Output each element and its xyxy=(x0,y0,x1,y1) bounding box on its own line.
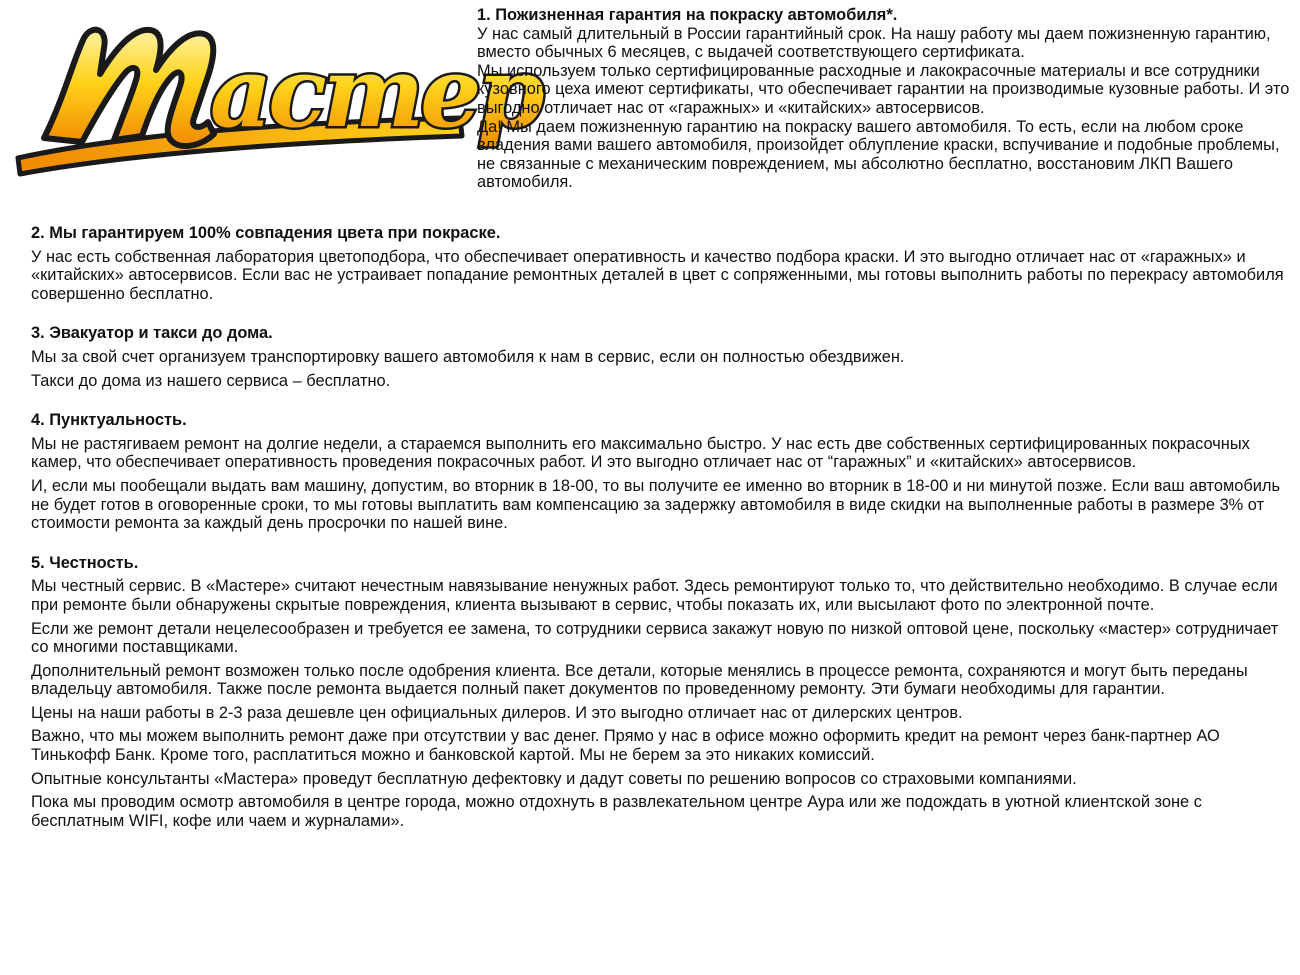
main-content xyxy=(31,224,1293,851)
section-paragraph: Пока мы проводим осмотр автомобиля в центре города, можно отдохнуть в развлекательном центре Аура или же подождать в уютной клиентской зоне с бесплатным WIFI, кофе или чаем и журналами». xyxy=(31,793,1202,830)
section-paragraph: Дополнительный ремонт возможен только после одобрения клиента. Все детали, которые менялись в процессе ремонта, сохраняются и могут быть переданы владельцу автомобиля. Также после ремонта выдается полный пакет документов по проведенному ремонту. Эти бумаги необходимы для гарантии. xyxy=(31,661,1248,699)
section-heading: 4. Пунктуальность. xyxy=(31,411,187,430)
section-paragraph: Мы не растягиваем ремонт на долгие недели, а стараемся выполнить его максимально быстро. У нас есть две собственных сертифицированных покрасочных камер, что обеспечивает оперативность проведения покрасочных работ. И это выгодно отличает нас от “гаражных” и «китайских» автосервисов. xyxy=(31,434,1250,472)
section-paragraph: Важно, что мы можем выполнить ремонт даже при отсутствии у вас денег. Прямо у нас в офисе можно оформить кредит на ремонт через банк-партнер АО Тинькофф Банк. Кроме того, расплатиться можно и банковской картой. Мы не берем за это никаких комиссий. xyxy=(31,727,1220,765)
section-paragraph: Если же ремонт детали нецелесообразен и требуется ее замена, то сотрудники сервиса закажут новую по низкой оптовой цене, поскольку «мастер» сотрудничает со многими поставщиками. xyxy=(31,619,1279,657)
section-paragraph: Мы используем только сертифицированные расходные и лакокрасочные материалы и все сотрудники кузовного цеха имеют сертификаты, что обеспечивает гарантии на производимые кузовные работы. И это выгодно отличает нас от «гаражных» и «китайских» автосервисов. xyxy=(477,61,1290,117)
section-paragraph: Да! Мы даем пожизненную гарантию на покраску вашего автомобиля. То есть, если на любом сроке владения вами вашего автомобиля, произойдет облупление краски, вспучивание и подобные проблемы, не связанные с механическим повреждением, мы абсолютно бесплатно, восстановим ЛКП Вашего автомобиля. xyxy=(477,117,1280,192)
logo-text: астер xyxy=(210,36,541,149)
section-paragraph: Опытные консультанты «Мастера» проведут бесплатную дефектовку и дадут советы по решению вопросов со страховыми компаниями. xyxy=(31,769,1077,788)
section-honesty xyxy=(31,554,1293,831)
section-paragraph: Такси до дома из нашего сервиса – бесплатно. xyxy=(31,371,391,390)
section-color-match xyxy=(31,224,1293,303)
section-paragraph: Цены на наши работы в 2-3 раза дешевле цен официальных дилеров. И это выгодно отличает нас от дилерских центров. xyxy=(31,703,963,722)
section-lifetime-warranty xyxy=(477,6,1293,192)
section-paragraph: У нас самый длительный в России гарантийный срок. На нашу работу мы даем пожизненную гарантию, вместо обычных 6 месяцев, с выдачей соответствующего сертификата. xyxy=(477,24,1271,62)
section-punctuality xyxy=(31,411,1293,533)
section-tow-taxi xyxy=(31,324,1293,390)
section-paragraph: Мы честный сервис. В «Мастере» считают нечестным навязывание ненужных работ. Здесь ремонтируют только то, что действительно необходимо. В случае если при ремонте были обнаружены скрытые повреждения, клиента вызывают в сервис, чтобы показать их, или высылают фото по электронной почте. xyxy=(31,577,1278,614)
section-heading: 5. Честность. xyxy=(31,553,139,572)
section-paragraph: Мы за свой счет организуем транспортировку вашего автомобиля к нам в сервис, если он полностью обездвижен. xyxy=(31,347,905,366)
section-paragraph: И, если мы пообещали выдать вам машину, допустим, во вторник в 18-00, то вы получите ее именно во вторник в 18-00 и ни минутой позже. Если ваш автомобиль не будет готов в оговоренные сроки, то мы готовы выплатить вам компенсацию за задержку автомобиля в виде скидки на выполненные работы в размере 3% от стоимости ремонта за каждый день просрочки по нашей вине. xyxy=(31,476,1281,533)
section-paragraph: У нас есть собственная лаборатория цветоподбора, что обеспечивает оперативность и качество подбора краски. И это выгодно отличает нас от «гаражных» и «китайских» автосервисов. Если вас не устраивает попадание ремонтных деталей в цвет с сопряженными, мы готовы выполнить работы по перекрасу автомобиля совершенно бесплатно. xyxy=(31,247,1284,303)
section-heading: 1. Пожизненная гарантия на покраску автомобиля*. xyxy=(477,6,898,24)
master-logo-graphic xyxy=(4,8,541,178)
brand-logo xyxy=(4,8,541,178)
section-heading: 2. Мы гарантируем 100% совпадения цвета при покраске. xyxy=(31,224,501,242)
section-heading: 3. Эвакуатор и такси до дома. xyxy=(31,324,273,343)
